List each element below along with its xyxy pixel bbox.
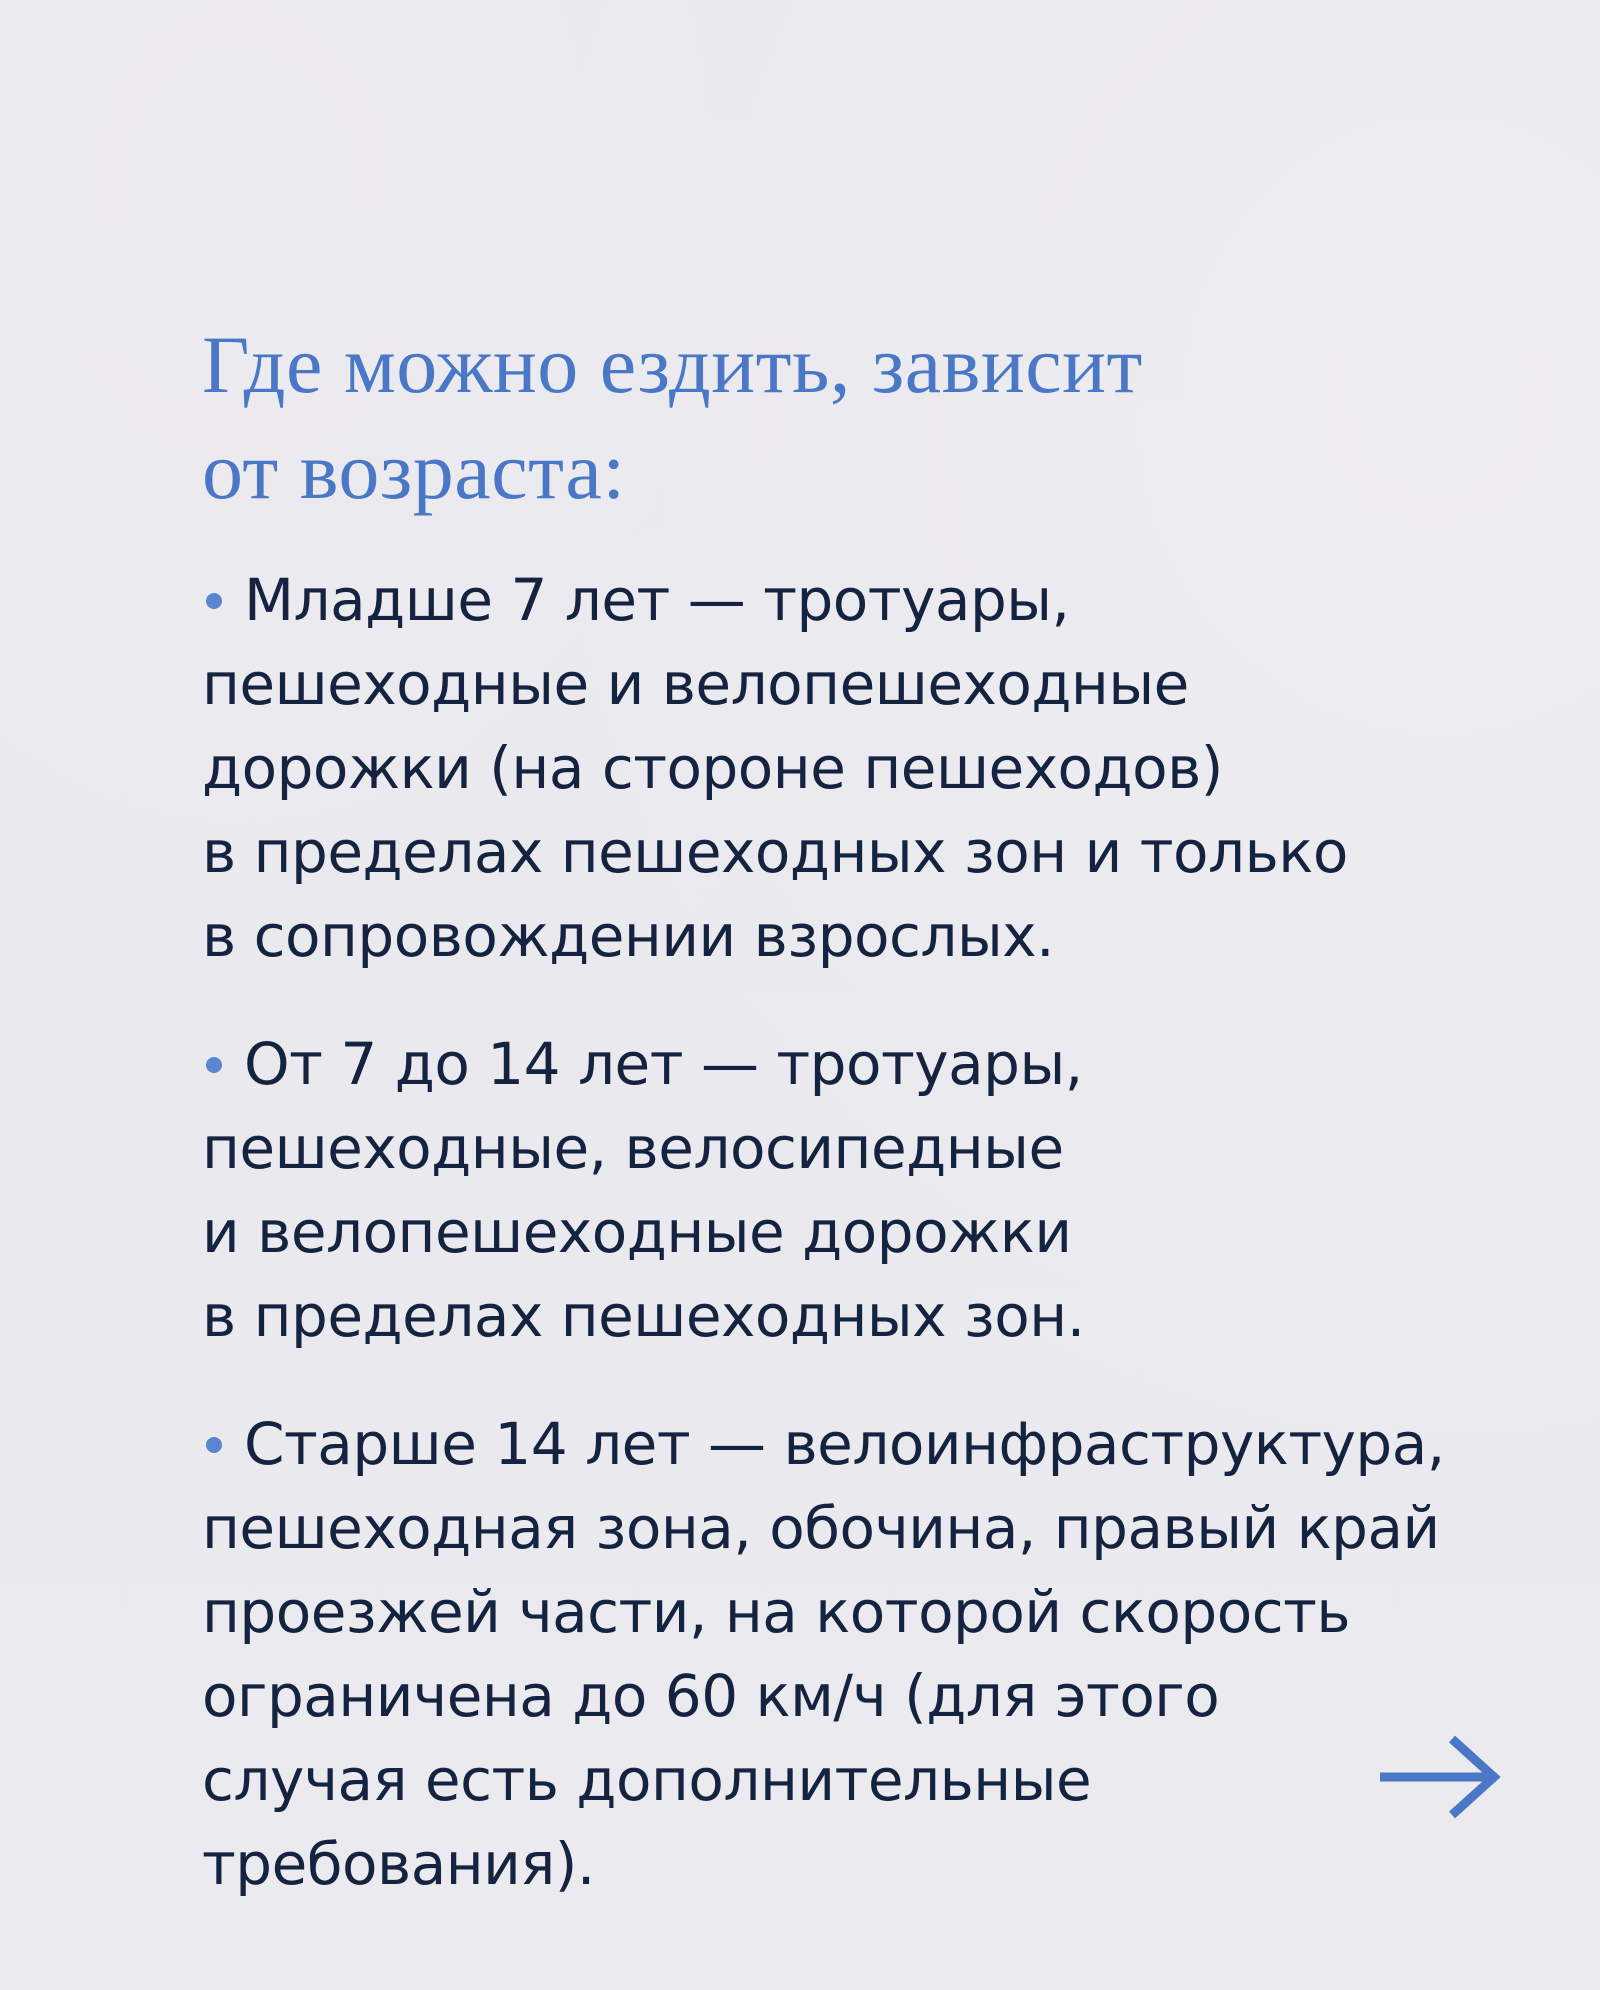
list-item (202, 1402, 1502, 1906)
slide-content (202, 312, 1502, 1950)
list-item (202, 558, 1502, 978)
list-item-text: Младше 7 лет — тротуары, пешеходные и велопешеходные дорожки (на стороне пешеходов) в пределах пешеходных зон и только в сопровождении взрослых. (202, 566, 1348, 970)
arrow-right-icon (1376, 1734, 1502, 1820)
bullet-dot-icon (206, 593, 222, 609)
list-item-text: Старше 14 лет — велоинфраструктура, пешеходная зона, обочина, правый край проезжей части, на которой скорость ограничена до 60 км/ч (для этого случая есть дополнительные требования). (202, 1410, 1445, 1898)
list-item-text: От 7 до 14 лет — тротуары, пешеходные, велосипедные и велопешеходные дорожки в пределах пешеходных зон. (202, 1030, 1085, 1350)
bullet-dot-icon (206, 1057, 222, 1073)
bullet-dot-icon (206, 1437, 222, 1453)
age-rules-list (202, 558, 1502, 1906)
slide-heading: Где можно ездить, зависит от возраста: (202, 319, 1143, 516)
list-item (202, 1022, 1502, 1358)
next-slide-button[interactable] (1376, 1734, 1502, 1820)
